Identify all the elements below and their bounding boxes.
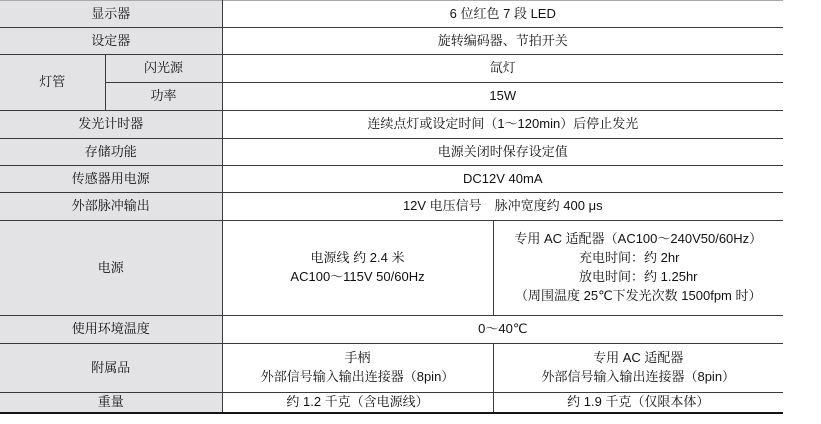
row-accessories bbox=[0, 344, 783, 393]
row-weight bbox=[0, 393, 783, 413]
label-accessories: 附属品 bbox=[0, 344, 222, 393]
value-weight-with-cord: 约 1.2 千克（含电源线） bbox=[222, 393, 493, 413]
ambient-note-line: （周围温度 25℃下发光次数 1500fpm 时） bbox=[515, 287, 762, 303]
label-sensor-power: 传感器用电源 bbox=[0, 166, 222, 193]
label-power-supply: 电源 bbox=[0, 221, 222, 316]
value-sensor-power: DC12V 40mA bbox=[222, 166, 783, 193]
value-light-timer: 连续点灯或设定时间（1～120min）后停止发光 bbox=[222, 111, 783, 139]
value-memory: 电源关闭时保存设定值 bbox=[222, 139, 783, 166]
row-memory bbox=[0, 139, 783, 166]
charge-time-line: 充电时间：约 2hr bbox=[579, 250, 680, 266]
power-cord-line: 电源线 约 2.4 米 bbox=[310, 250, 405, 266]
value-display: 6 位红色 7 段 LED bbox=[222, 1, 783, 28]
value-power-supply-adapter bbox=[493, 221, 783, 316]
label-flash-source: 闪光源 bbox=[105, 55, 222, 83]
row-pulse-output bbox=[0, 193, 783, 221]
discharge-time-line: 放电时间：约 1.25hr bbox=[579, 269, 698, 284]
connector-line: 外部信号输入输出连接器（8pin） bbox=[260, 369, 455, 384]
label-setter: 设定器 bbox=[0, 28, 222, 55]
row-light-timer bbox=[0, 111, 783, 139]
adapter-line: 专用 AC 适配器（AC100～240V50/60Hz） bbox=[514, 231, 763, 247]
label-lamp-power: 功率 bbox=[105, 83, 222, 111]
value-weight-body-only: 约 1.9 千克（仅限本体） bbox=[493, 393, 783, 413]
row-lamp-flash-source bbox=[0, 55, 783, 83]
value-power-supply-cord bbox=[222, 221, 493, 316]
row-sensor-power bbox=[0, 166, 783, 193]
label-lamp: 灯管 bbox=[0, 55, 105, 111]
handle-line: 手柄 bbox=[344, 350, 371, 366]
power-voltage-line: AC100～115V 50/60Hz bbox=[290, 269, 425, 284]
value-pulse-output: 12V 电压信号 脉冲宽度约 400 μs bbox=[222, 193, 783, 221]
row-display bbox=[0, 1, 783, 28]
value-ambient-temp: 0～40℃ bbox=[222, 316, 783, 344]
connector-accessory-line: 外部信号输入输出连接器（8pin） bbox=[541, 369, 736, 384]
label-pulse-output: 外部脉冲输出 bbox=[0, 193, 222, 221]
label-display: 显示器 bbox=[0, 1, 222, 28]
value-lamp-power: 15W bbox=[222, 83, 783, 111]
row-lamp-power bbox=[0, 83, 783, 111]
value-flash-source: 氙灯 bbox=[222, 55, 783, 83]
value-accessories-adapter bbox=[493, 344, 783, 393]
label-ambient-temp: 使用环境温度 bbox=[0, 316, 222, 344]
value-setter: 旋转编码器、节拍开关 bbox=[222, 28, 783, 55]
row-ambient-temp bbox=[0, 316, 783, 344]
label-weight: 重量 bbox=[0, 393, 222, 413]
charge-discharge-block bbox=[579, 249, 697, 287]
row-setter bbox=[0, 28, 783, 55]
adapter-accessory-line: 专用 AC 适配器 bbox=[593, 350, 684, 366]
label-memory: 存储功能 bbox=[0, 139, 222, 166]
value-accessories-handle bbox=[222, 344, 493, 393]
label-light-timer: 发光计时器 bbox=[0, 111, 222, 139]
row-power-supply bbox=[0, 221, 783, 316]
